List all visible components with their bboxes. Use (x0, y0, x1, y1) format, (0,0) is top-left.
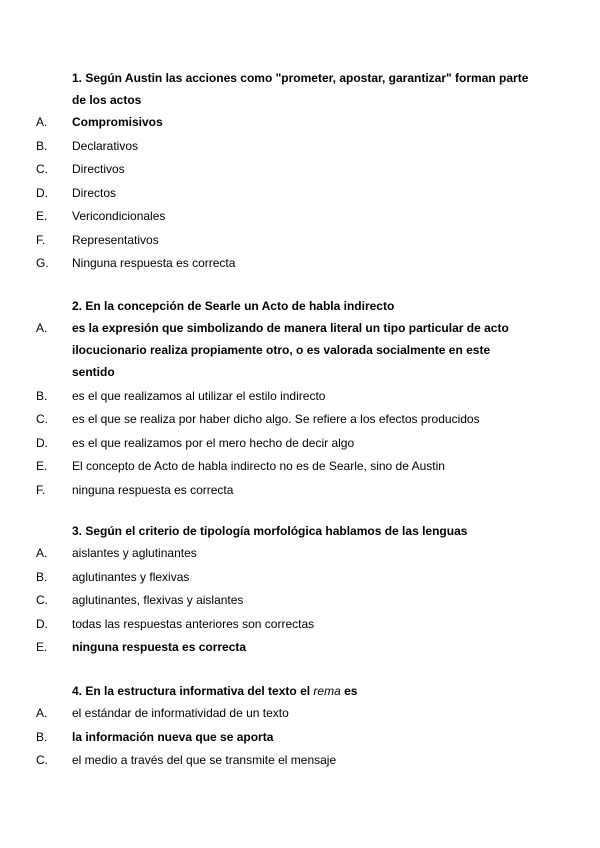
option-letter: A. (36, 706, 48, 720)
question-3-option-d (0, 613, 600, 635)
option-text: Directivos (72, 162, 125, 176)
option-text: aglutinantes y flexivas (72, 569, 190, 584)
option-text: todas las respuestas anteriores son correctas (72, 616, 315, 631)
question-2-option-e (0, 455, 600, 477)
option-letter: B. (36, 569, 48, 584)
question-4 (0, 680, 600, 773)
option-text: Representativos (72, 232, 159, 247)
option-letter: B. (36, 388, 48, 403)
option-text: Compromisivos (72, 115, 163, 129)
option-text: es el que realizamos al utilizar el estilo indirecto (72, 388, 326, 403)
question-4-option-a (0, 702, 600, 724)
question-4-title-before: 4. En la estructura informativa del texto el (72, 684, 314, 698)
question-1-option-g (0, 252, 600, 274)
question-2-option-b (0, 385, 600, 407)
question-1-option-c (0, 158, 600, 180)
question-1-option-e (0, 205, 600, 227)
option-text: aislantes y aglutinantes (72, 546, 197, 560)
option-text: el estándar de informatividad de un texto (72, 706, 289, 720)
option-letter: C. (36, 593, 48, 607)
question-4-option-c (0, 749, 600, 771)
option-text: el medio a través del que se transmite el mensaje (72, 753, 337, 767)
option-text: es la expresión que simbolizando de manera literal un tipo particular de acto ilocucionario realiza propiamente otro, o es valorada socialmente en este sentido (72, 321, 509, 379)
question-2-option-a (0, 317, 600, 383)
option-letter: F. (36, 232, 46, 247)
option-letter: D. (36, 185, 48, 200)
option-text: ninguna respuesta es correcta (72, 482, 234, 497)
question-1-option-d (0, 182, 600, 204)
option-text: la información nueva que se aporta (72, 729, 274, 744)
question-2-option-d (0, 432, 600, 454)
question-2-option-c (0, 408, 600, 430)
option-letter: A. (36, 546, 48, 560)
question-2-option-f (0, 479, 600, 501)
option-text: Vericondicionales (72, 209, 166, 223)
option-text: es el que realizamos por el mero hecho de decir algo (72, 435, 355, 450)
option-text: El concepto de Acto de habla indirecto no es de Searle, sino de Austin (72, 459, 445, 473)
option-text: Declarativos (72, 138, 139, 153)
question-4-title (72, 680, 532, 702)
question-3 (0, 520, 600, 660)
option-letter: E. (36, 640, 48, 654)
option-letter: F. (36, 482, 46, 497)
option-letter: A. (36, 115, 48, 129)
question-1 (0, 67, 600, 276)
option-letter: C. (36, 162, 48, 176)
question-3-option-c (0, 589, 600, 611)
question-4-title-em: rema (313, 684, 341, 698)
option-letter: E. (36, 459, 48, 473)
question-3-option-e (0, 636, 600, 658)
option-text: ninguna respuesta es correcta (72, 640, 247, 654)
question-1-option-f (0, 229, 600, 251)
option-letter: A. (36, 321, 48, 335)
question-1-title: 1. Según Austin las acciones como "prometer, apostar, garantizar" forman parte de los actos (72, 71, 529, 107)
option-text: Directos (72, 185, 117, 200)
question-1-option-a (0, 111, 600, 133)
question-4-title-after: es (340, 684, 358, 698)
question-3-option-a (0, 542, 600, 564)
option-letter: C. (36, 412, 48, 426)
option-text: es el que se realiza por haber dicho algo. Se refiere a los efectos producidos (72, 412, 480, 426)
option-letter: B. (36, 729, 48, 744)
question-1-option-b (0, 135, 600, 157)
option-text: Ninguna respuesta es correcta (72, 256, 236, 270)
question-3-option-b (0, 566, 600, 588)
question-3-title: 3. Según el criterio de tipología morfológica hablamos de las lenguas (72, 524, 468, 538)
option-text: aglutinantes, flexivas y aislantes (72, 593, 244, 607)
option-letter: D. (36, 616, 48, 631)
option-letter: B. (36, 138, 48, 153)
option-letter: C. (36, 753, 48, 767)
option-letter: G. (36, 256, 49, 270)
option-letter: D. (36, 435, 48, 450)
question-2 (0, 295, 600, 502)
question-2-title: 2. En la concepción de Searle un Acto de habla indirecto (72, 299, 395, 313)
option-letter: E. (36, 209, 48, 223)
question-4-option-b (0, 726, 600, 748)
